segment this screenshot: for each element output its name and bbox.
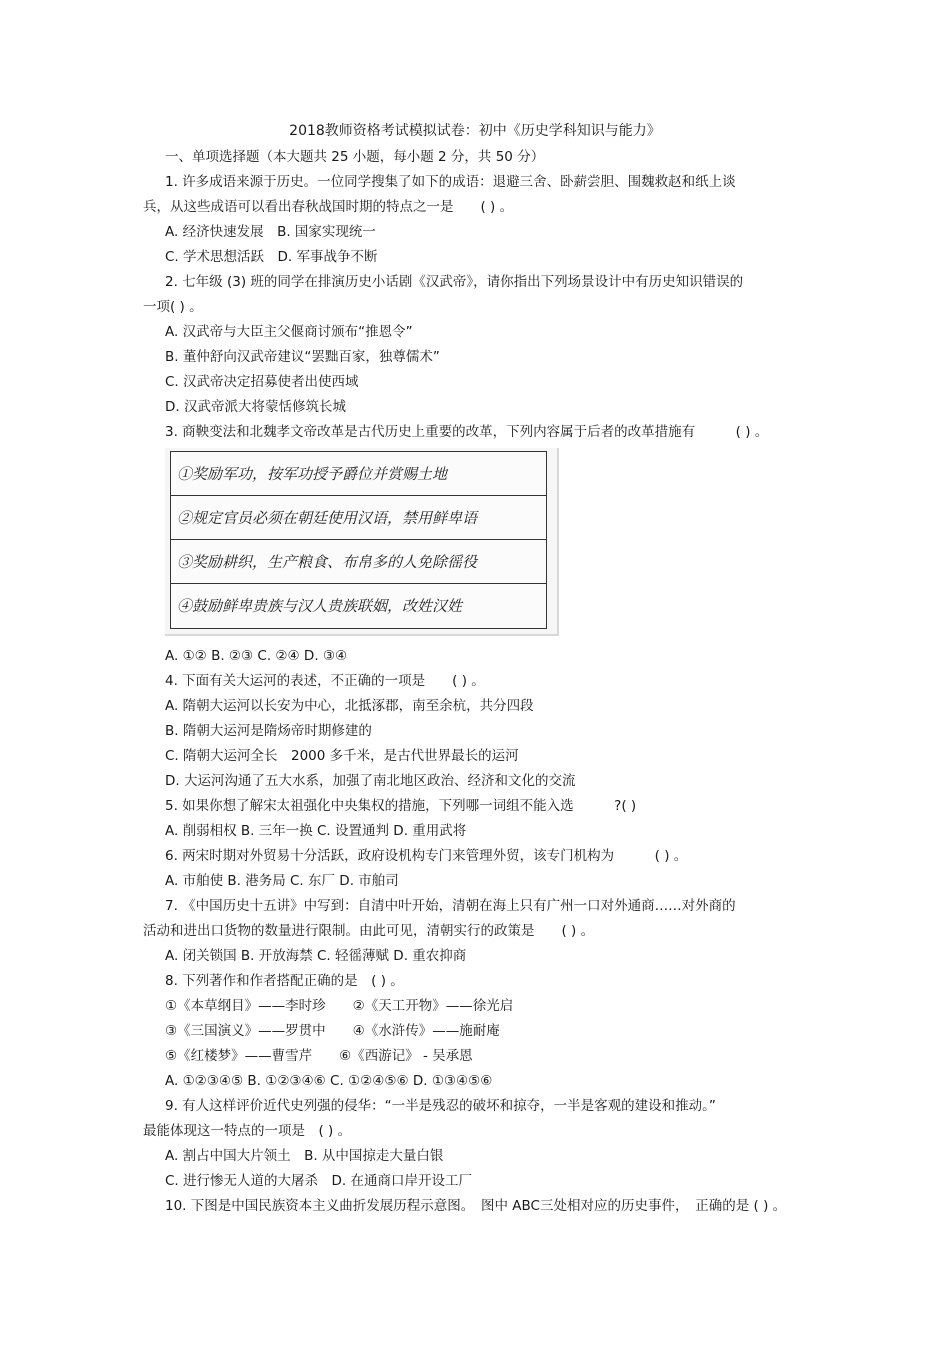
q2-option-b: B. 董仲舒向汉武帝建议“罢黜百家，独尊儒术” — [165, 349, 440, 365]
q8-pairs-1: ①《本草纲目》——李时珍 ②《天工开物》——徐光启 — [165, 998, 514, 1014]
q4-option-d: D. 大运河沟通了五大水系，加强了南北地区政治、经济和文化的交流 — [165, 773, 576, 789]
q7-stem-line1: 7. 《中国历史十五讲》中写到：自清中叶开始，清朝在海上只有广州一口对外通商……对外商的 — [165, 898, 736, 914]
q2-option-a: A. 汉武帝与大臣主父偃商讨颁布“推恩令” — [165, 324, 413, 340]
section-heading: 一、单项选择题（本大题共 25 小题，每小题 2 分，共 50 分） — [165, 149, 545, 165]
q7-options: A. 闭关锁国 B. 开放海禁 C. 轻徭薄赋 D. 重农抑商 — [165, 948, 467, 964]
q9-options-cd: C. 进行惨无人道的大屠杀 D. 在通商口岸开设工厂 — [165, 1173, 472, 1189]
q4-option-c: C. 隋朝大运河全长 2000 多千米，是古代世界最长的运河 — [165, 748, 519, 764]
table-frame — [170, 451, 547, 629]
table-row: ①奖励军功，按军功授予爵位并赏赐土地 — [171, 452, 546, 496]
q9-options-ab: A. 割占中国大片领土 B. 从中国掠走大量白银 — [165, 1148, 444, 1164]
table-row: ④鼓励鲜卑贵族与汉人贵族联姻，改姓汉姓 — [177, 597, 463, 615]
q8-pairs-2: ③《三国演义》——罗贯中 ④《水浒传》——施耐庵 — [165, 1023, 500, 1039]
q8-options: A. ①②③④⑤ B. ①②③④⑥ C. ①②④⑤⑥ D. ①③④⑤⑥ — [165, 1073, 493, 1089]
q3-options: A. ①② B. ②③ C. ②④ D. ③④ — [165, 648, 348, 664]
q1-options-cd: C. 学术思想活跃 D. 军事战争不断 — [165, 249, 378, 265]
q4-option-b: B. 隋朝大运河是隋炀帝时期修建的 — [165, 723, 372, 739]
q8-pairs-3: ⑤《红楼梦》——曹雪芹 ⑥《西游记》 - 吴承恩 — [165, 1048, 473, 1064]
q3-stem: 3. 商鞅变法和北魏孝文帝改革是古代历史上重要的改革，下列内容属于后者的改革措施有 ( ) 。 — [165, 424, 769, 440]
table-row: ③奖励耕织，生产粮食、布帛多的人免除徭役 — [171, 540, 546, 584]
q1-options-ab: A. 经济快速发展 B. 国家实现统一 — [165, 224, 376, 240]
q5-stem: 5. 如果你想了解宋太祖强化中央集权的措施，下列哪一词组不能入选 ?( ) — [165, 798, 637, 814]
table-row: ②规定官员必须在朝廷使用汉语，禁用鲜卑语 — [171, 496, 546, 540]
q6-stem: 6. 两宋时期对外贸易十分活跃，政府设机构专门来管理外贸，该专门机构为 ( ) 。 — [165, 848, 688, 864]
q9-stem-line1: 9. 有人这样评价近代史列强的侵华：“一半是残忍的破坏和掠夺，一半是客观的建设和推动。” — [165, 1098, 716, 1114]
q4-stem: 4. 下面有关大运河的表述，不正确的一项是 ( ) 。 — [165, 673, 485, 689]
q4-option-a: A. 隋朝大运河以长安为中心，北抵涿郡，南至余杭，共分四段 — [165, 698, 534, 714]
q1-stem-line2: 兵，从这些成语可以看出春秋战国时期的特点之一是 ( ) 。 — [143, 199, 514, 215]
q9-stem-line2: 最能体现这一特点的一项是 ( ) 。 — [143, 1123, 352, 1139]
q5-options: A. 削弱相权 B. 三年一换 C. 设置通判 D. 重用武将 — [165, 823, 467, 839]
q2-option-d: D. 汉武帝派大将蒙恬修筑长城 — [165, 399, 346, 415]
q1-stem-line1: 1. 许多成语来源于历史。一位同学搜集了如下的成语：退避三舍、卧薪尝胆、围魏救赵和纸上谈 — [165, 174, 736, 190]
q8-stem: 8. 下列著作和作者搭配正确的是 ( ) 。 — [165, 973, 404, 989]
q10-stem: 10. 下图是中国民族资本主义曲折发展历程示意图。 图中 ABC三处相对应的历史事件， 正确的是 ( ) 。 — [165, 1198, 787, 1214]
q2-stem-line1: 2. 七年级 (3) 班的同学在排演历史小话剧《汉武帝》，请你指出下列场景设计中有历史知识错误的 — [165, 274, 744, 290]
exam-title: 2018教师资格考试模拟试卷：初中《历史学科知识与能力》 — [289, 123, 661, 139]
q2-stem-line2: 一项( ) 。 — [143, 299, 203, 315]
q7-stem-line2: 活动和进出口货物的数量进行限制。由此可见，清朝实行的政策是 ( ) 。 — [143, 923, 595, 939]
q2-option-c: C. 汉武帝决定招募使者出使西域 — [165, 374, 359, 390]
q6-options: A. 市舶使 B. 港务局 C. 东厂 D. 市舶司 — [165, 873, 399, 889]
q3-measures-table — [165, 448, 557, 634]
